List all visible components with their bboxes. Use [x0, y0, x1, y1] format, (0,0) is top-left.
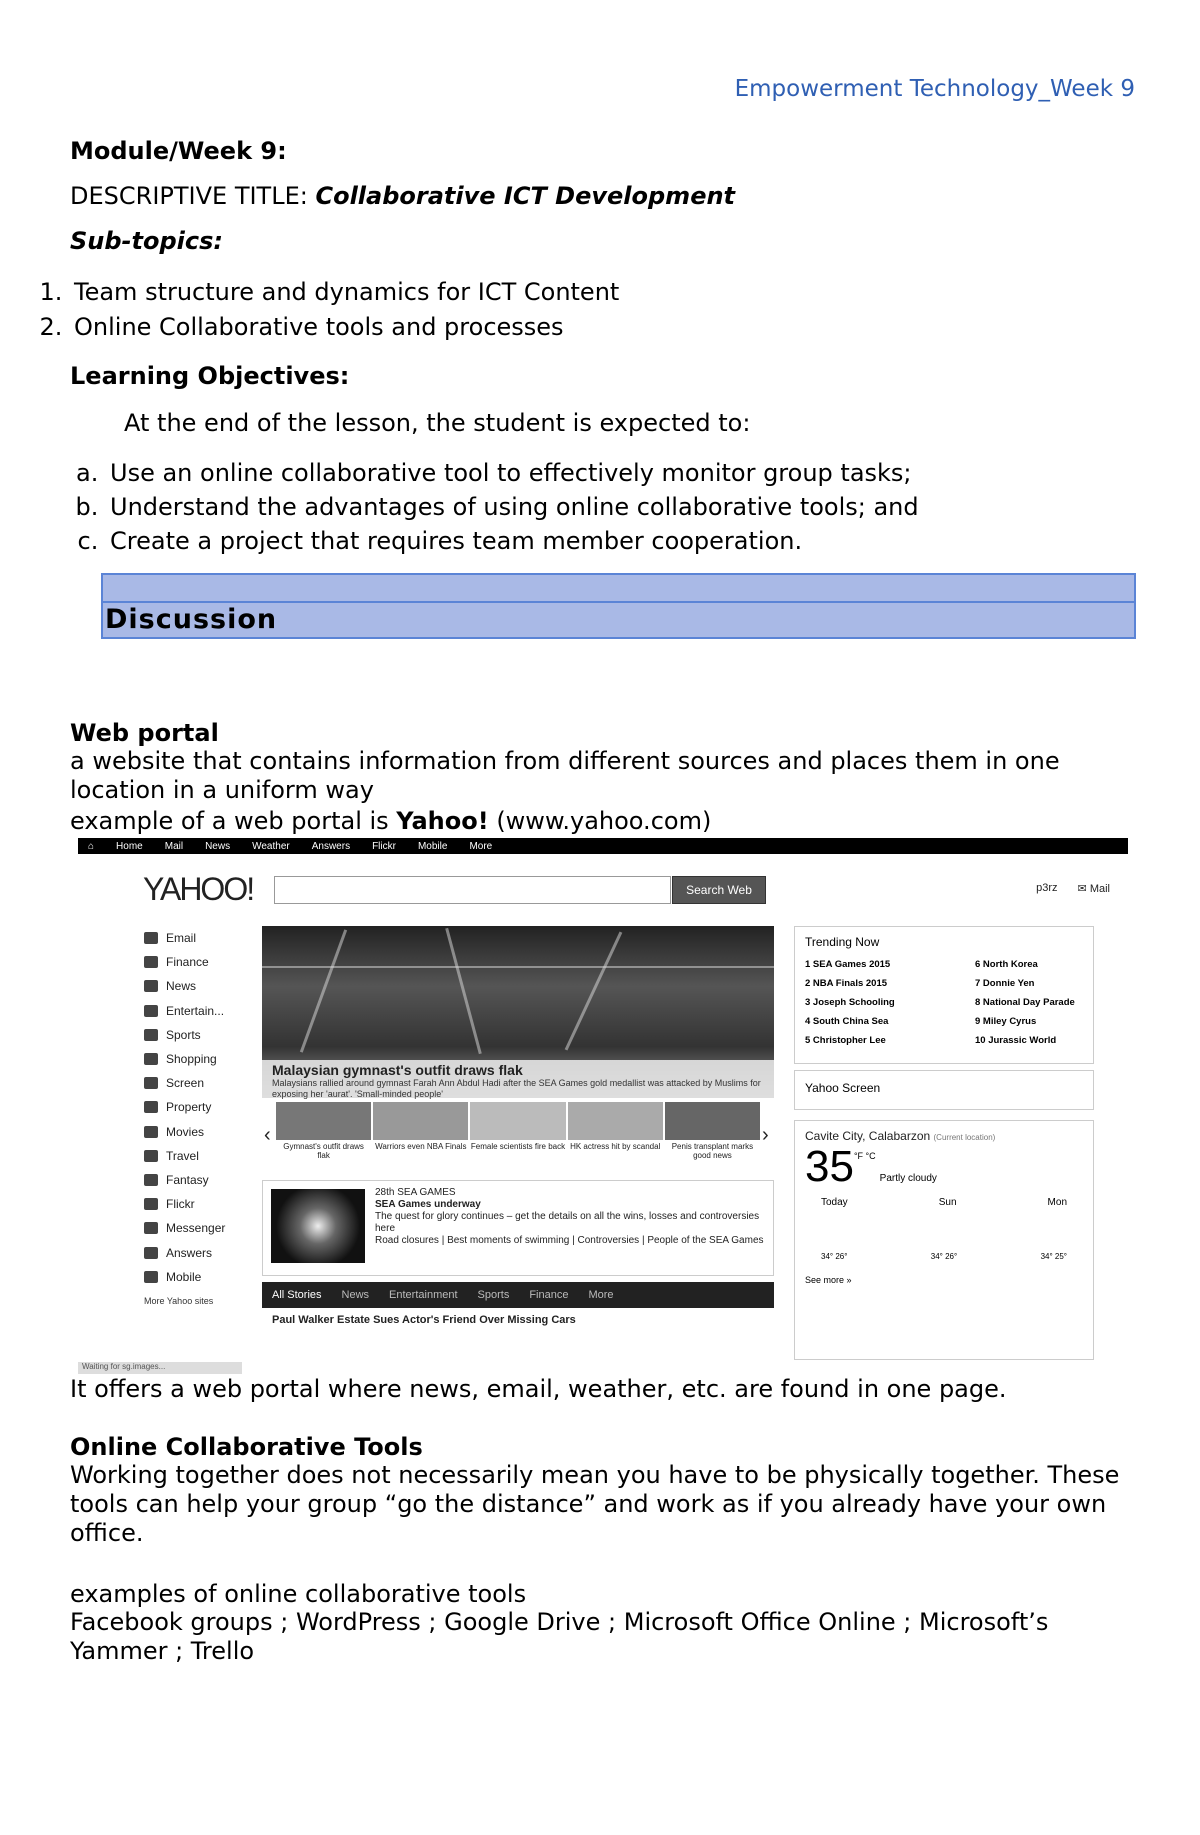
yahoo-logo: YAHOO!: [143, 871, 254, 907]
next-story: Paul Walker Estate Sues Actor's Friend Over Missing Cars: [272, 1314, 576, 1326]
descriptive-title: Collaborative ICT Development: [315, 182, 736, 210]
descriptive-label: DESCRIPTIVE TITLE:: [70, 182, 316, 210]
collab-heading: Online Collaborative Tools: [70, 1433, 423, 1461]
collab-body: Working together does not necessarily mean you have to be physically together. These tools can help your group “go the distance” and work as if you already have your own office.: [70, 1461, 1120, 1547]
web-portal-heading: Web portal: [70, 719, 219, 747]
collab-examples: Facebook groups ; WordPress ; Google Drive ; Microsoft Office Online ; Microsoft’s Yammer ; Trello: [70, 1608, 1049, 1665]
yahoo-screen-panel: Yahoo Screen: [794, 1070, 1094, 1110]
discussion-label: Discussion: [101, 602, 1136, 639]
yahoo-search-input: [274, 876, 671, 904]
collab-examples-label: examples of online collaborative tools: [70, 1580, 527, 1608]
web-portal-caption: It offers a web portal where news, email, weather, etc. are found in one page.: [70, 1375, 1007, 1403]
yahoo-topbar: ⌂ Home Mail News Weather Answers Flickr Mobile More: [78, 838, 1128, 854]
hero-caption: Malaysian gymnast's outfit draws flak Malaysians rallied around gymnast Farah Ann Abdul Hadi after the SEA Games gold medallist was attacked by Muslims for exposing her 'aurat'. 'Small-minded people': [262, 1060, 774, 1098]
subtopic-item: 2. Online Collaborative tools and processes: [70, 310, 970, 345]
objective-item: b. Understand the advantages of using online collaborative tools; and: [106, 490, 1200, 524]
story-tabs: All Stories News Entertainment Sports Finance More: [262, 1282, 774, 1308]
chevron-right-icon: ›: [762, 1124, 769, 1146]
yahoo-name: Yahoo!: [396, 807, 489, 835]
objective-item: c. Create a project that requires team member cooperation.: [106, 524, 1200, 558]
yahoo-search-button: Search Web: [672, 876, 766, 904]
featured-story: 28th SEA GAMES SEA Games underway The quest for glory continues – get the details on all the wins, losses and controversies here Road closures | Best moments of swimming | Controversies | People of the SEA Games: [262, 1180, 774, 1276]
discussion-banner: [101, 573, 1136, 639]
weather-panel: Cavite City, Calabarzon (Current location) 35°F °CPartly cloudy Today Sun Mon 34° 26° 34° 26° 34° 25° See more »: [794, 1120, 1094, 1360]
thumbnail-strip: Gymnast's outfit draws flak Warriors even NBA Finals Female scientists fire back HK actress hit by scandal Penis transplant marks good news: [262, 1102, 774, 1174]
yahoo-screenshot: ⌂ Home Mail News Weather Answers Flickr Mobile More YAHOO! Search Web p3rz ✉ Mail Email Finance News Entertain... Sports Shopping Screen Property Movies Travel Fantasy Flickr Messenger Answers Mobile More Yahoo sites Malaysian gymnast's outfit draws flak Malaysians rallied around gymnast Farah Ann Abdul Hadi after the SEA Games gold medallist was attacked by Muslims for exposing her 'aurat'. 'Small-minded people' ‹ › Gymnast's outfit draws flak Warriors even NBA Finals Female scientists fire back HK actress hit by scandal Penis transplant marks good news 28th SEA GAMES SEA Games underway The quest for glory continues – get the details on all the wins, losses and controversies here Road closures | Best moments of swimming | Controversies | People of the SEA Games All Stories News Entertainment Sports Finance More Paul Walker Estate Sues Actor's Friend Over Missing Cars Waiting for sg.images... Trending Now 1 SEA Games 2015 2 NBA Finals 2015 3 Joseph Schooling 4 South China Sea 5 Christopher Lee 6 North Korea 7 Donnie Yen 8 National Day Parade 9 Miley Cyrus 10 Jurassic World Yahoo Screen Cavite City, Calabarzon (Current location) 35°F °CPartly cloudy Today Sun Mon 34° 26° 34° 26° 34° 25° See more »: [78, 838, 1128, 1374]
descriptive-title-line: [70, 181, 735, 211]
objectives-label: Learning Objectives:: [70, 362, 350, 390]
objectives-intro: At the end of the lesson, the student is expected to:: [124, 409, 751, 437]
subtopics-list: [0, 275, 970, 345]
objective-item: a. Use an online collaborative tool to effectively monitor group tasks;: [106, 456, 1200, 490]
web-portal-definition: a website that contains information from different sources and places them in one location in a uniform way: [70, 747, 1060, 804]
module-heading: Module/Week 9:: [70, 137, 287, 165]
course-header: Empowerment Technology_Week 9: [734, 76, 1135, 102]
chevron-left-icon: ‹: [264, 1124, 271, 1146]
subtopic-item: 1. Team structure and dynamics for ICT Content: [70, 275, 970, 310]
web-portal-example: example of a web portal is Yahoo! (www.yahoo.com): [70, 807, 712, 835]
trending-panel: Trending Now 1 SEA Games 2015 2 NBA Finals 2015 3 Joseph Schooling 4 South China Sea 5 Christopher Lee 6 North Korea 7 Donnie Yen 8 National Day Parade 9 Miley Cyrus 10 Jurassic World: [794, 926, 1094, 1064]
yahoo-user: p3rz: [1036, 882, 1058, 894]
yahoo-sidebar: Email Finance News Entertain... Sports Shopping Screen Property Movies Travel Fantasy Flickr Messenger Answers Mobile More Yahoo sites: [144, 931, 226, 1306]
objectives-list: [0, 456, 1200, 558]
subtopics-label: Sub-topics:: [70, 227, 223, 255]
mail-icon: ✉: [1077, 883, 1087, 895]
home-icon: ⌂: [88, 840, 95, 852]
status-bar: Waiting for sg.images...: [78, 1362, 242, 1374]
